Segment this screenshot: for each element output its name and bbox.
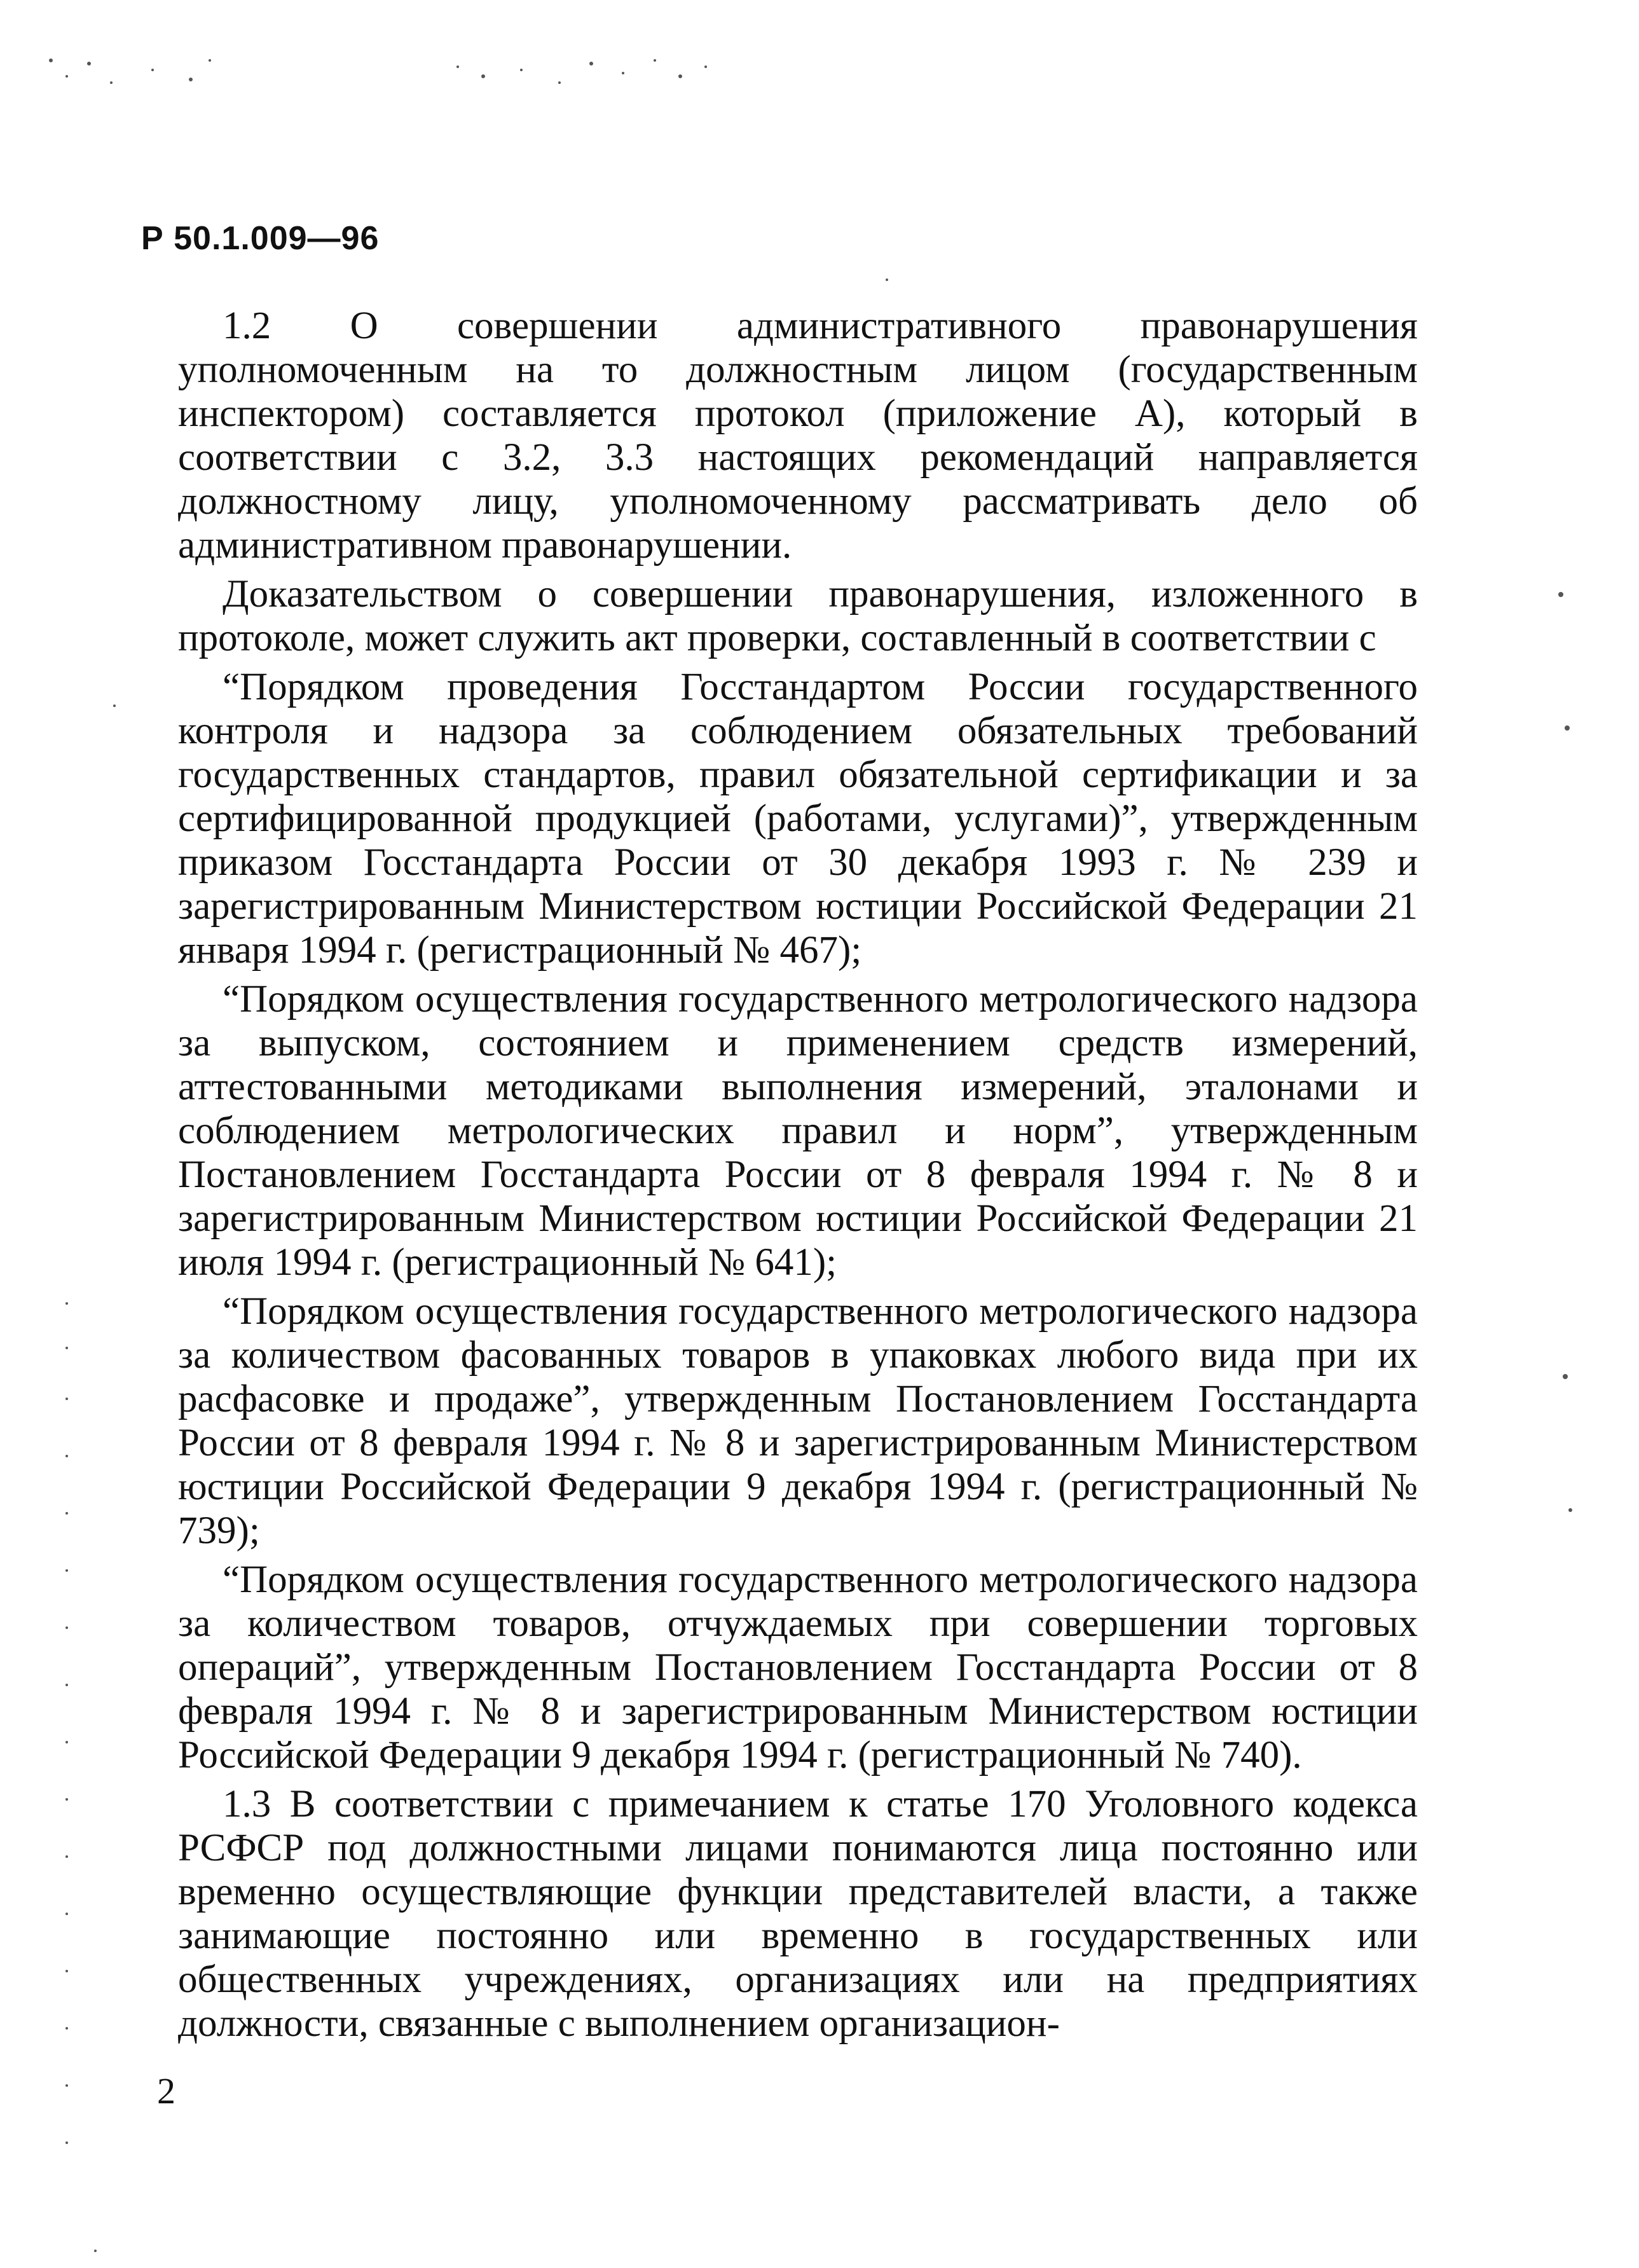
body-text bbox=[178, 304, 1418, 2045]
paragraph-evidence: Доказательством о совершении правонарушения, изложенного в протоколе, может служить акт проверки, составленный в соответствии с bbox=[178, 573, 1418, 659]
paragraph-1-3: 1.3 В соответствии с примечанием к статье 170 Уголовного кодекса РСФСР под должностными лицами понимаются лица постоянно или временно осуществляющие функции представителей власти, а также занимающие постоянно или временно в государственных или общественных учреждениях, организациях или на предприятиях должности, связанные с выполнением организацион- bbox=[178, 1783, 1418, 2045]
paragraph-order-packaged-goods: “Порядком осуществления государственного метрологического надзора за количеством фасованных товаров в упаковках любого вида при их расфасовке и продаже”, утвержденным Постановлением Госстандарта России от 8 февраля 1994 г. № 8 и зарегистрированным Министерством юстиции Российской Федерации 9 декабря 1994 г. (регистрационный № 739); bbox=[178, 1290, 1418, 1552]
document-header: Р 50.1.009—96 bbox=[141, 220, 380, 257]
paragraph-1-2: 1.2 О совершении административного правонарушения уполномоченным на то должностным лицом (государственным инспектором) составляется протокол (приложение А), который в соответствии с 3.2, 3.3 настоящих рекомендаций направляется должностному лицу, уполномоченному рассматривать дело об административном правонарушении. bbox=[178, 305, 1418, 567]
page-number: 2 bbox=[157, 2070, 175, 2112]
paragraph-order-state-control: “Порядком проведения Госстандартом России государственного контроля и надзора за соблюдением обязательных требований государственных стандартов, правил обязательной сертификации и за сертифицированной продукцией (работами, услугами)”, утвержденным приказом Госстандарта России от 30 декабря 1993 г. № 239 и зарегистрированным Министерством юстиции Российской Федерации 21 января 1994 г. (регистрационный № 467); bbox=[178, 666, 1418, 972]
paragraph-order-metrology-supervision: “Порядком осуществления государственного метрологического надзора за выпуском, состоянием и применением средств измерений, аттестованными методиками выполнения измерений, эталонами и соблюдением метрологических правил и норм”, утвержденным Постановлением Госстандарта России от 8 февраля 1994 г. № 8 и зарегистрированным Министерством юстиции Российской Федерации 21 июля 1994 г. (регистрационный № 641); bbox=[178, 978, 1418, 1284]
paragraph-order-trade-operations: “Порядком осуществления государственного метрологического надзора за количеством товаров, отчуждаемых при совершении торговых операций”, утвержденным Постановлением Госстандарта России от 8 февраля 1994 г. № 8 и зарегистрированным Министерством юстиции Российской Федерации 9 декабря 1994 г. (регистрационный № 740). bbox=[178, 1558, 1418, 1777]
